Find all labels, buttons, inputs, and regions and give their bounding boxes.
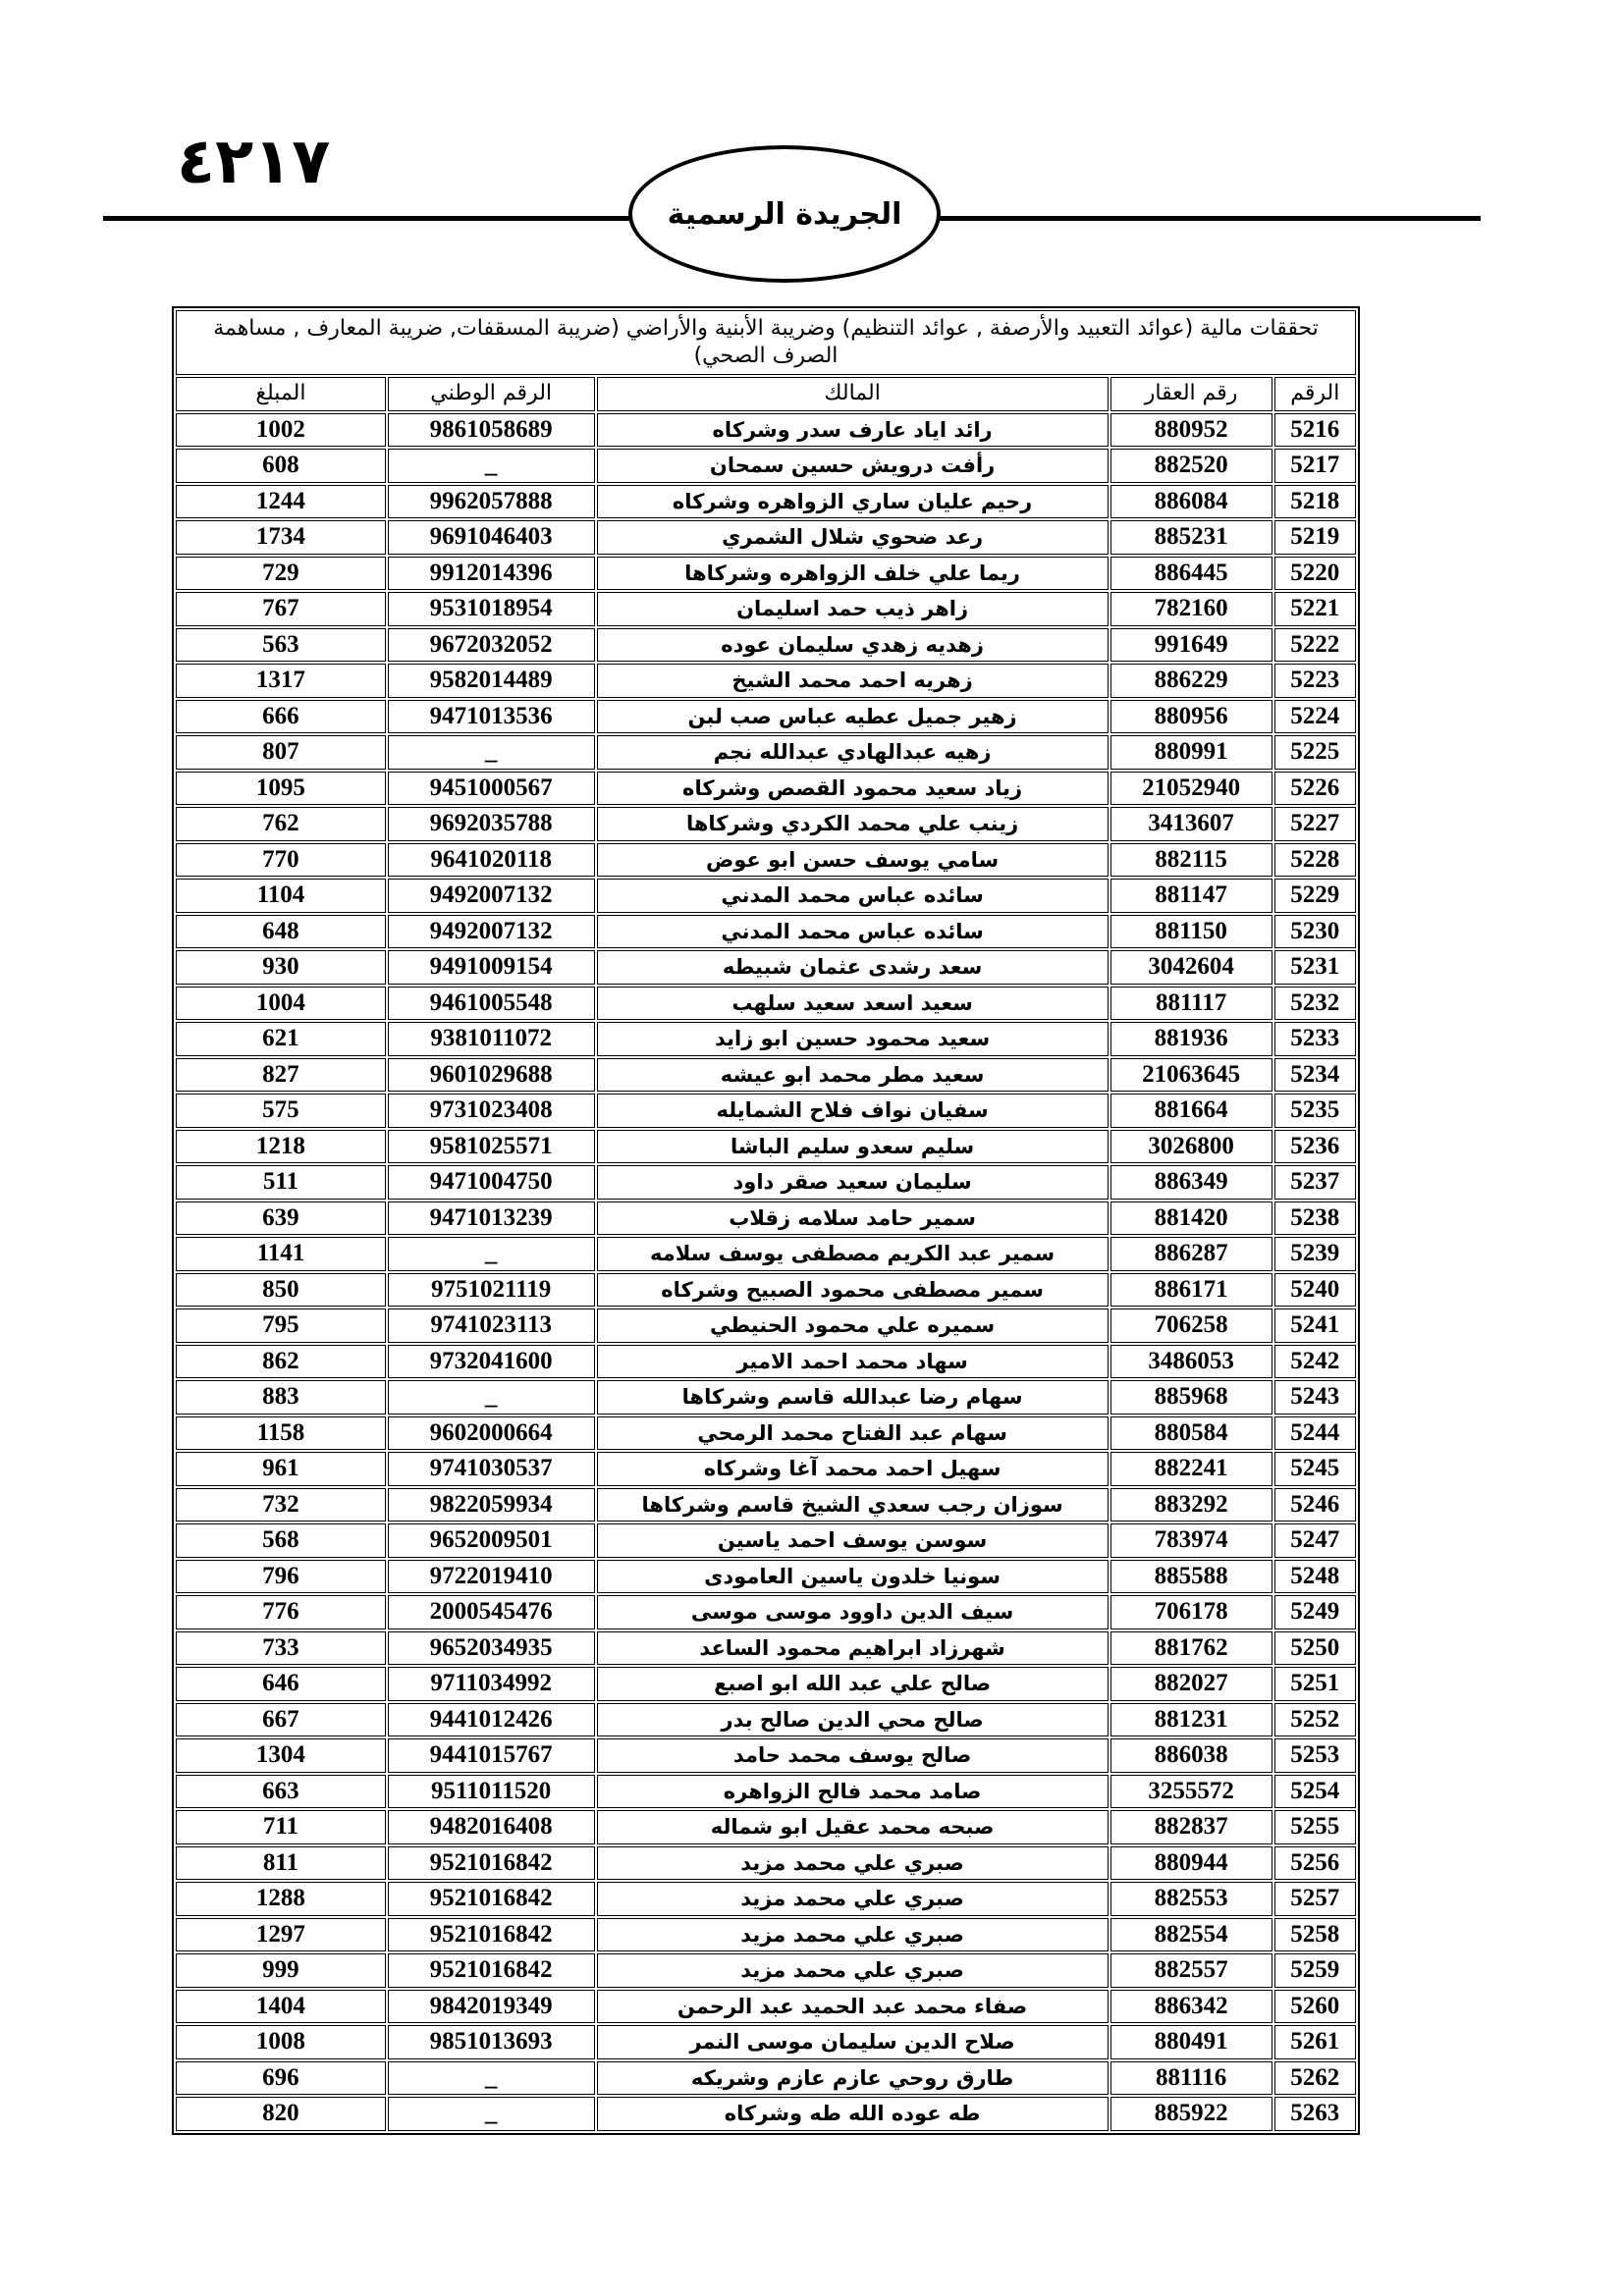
national-id: 9731023408 [388,1094,595,1128]
owner-name: صبري علي محمد مزيد [597,1953,1109,1988]
owner-name: رعد ضحوي شلال الشمري [597,520,1109,555]
owner-name: زهريه احمد محمد الشيخ [597,664,1109,698]
table-row [176,915,1356,949]
row-number: 5226 [1274,772,1356,806]
property-number: 880991 [1110,735,1272,770]
table-row [176,1523,1356,1558]
national-id: _ [388,2061,595,2096]
property-number: 3486053 [1110,1345,1272,1379]
owner-name: سوزان رجب سعدي الشيخ قاسم وشركاها [597,1488,1109,1522]
table-row [176,735,1356,770]
row-number: 5241 [1274,1308,1356,1343]
row-number: 5222 [1274,628,1356,663]
owner-name: سليمان سعيد صقر داود [597,1165,1109,1200]
property-number: 21052940 [1110,772,1272,806]
owner-name: صفاء محمد عبد الحميد عبد الرحمن [597,1990,1109,2024]
property-number: 881664 [1110,1094,1272,1128]
owner-name: رحيم عليان ساري الزواهره وشركاه [597,485,1109,519]
national-id: 9482016408 [388,1810,595,1844]
national-id: 9861058689 [388,413,595,448]
property-number: 706258 [1110,1308,1272,1343]
property-number: 880952 [1110,413,1272,448]
table-row [176,413,1356,448]
amount: 663 [176,1775,386,1809]
national-id: 9582014489 [388,664,595,698]
property-number: 882837 [1110,1810,1272,1844]
amount: 850 [176,1273,386,1308]
property-number: 881231 [1110,1703,1272,1737]
owner-name: سعيد محمود حسين ابو زايد [597,1022,1109,1056]
owner-name: صالح علي عبد الله ابو اصبع [597,1667,1109,1701]
row-number: 5236 [1274,1130,1356,1164]
property-number: 3255572 [1110,1775,1272,1809]
row-number: 5251 [1274,1667,1356,1701]
property-number: 886445 [1110,557,1272,591]
amount: 666 [176,700,386,734]
table-row [176,1058,1356,1093]
owner-name: سونيا خلدون ياسين العامودى [597,1560,1109,1594]
amount: 733 [176,1631,386,1666]
amount: 608 [176,449,386,483]
table-row [176,1990,1356,2024]
row-number: 5230 [1274,915,1356,949]
owner-name: سعد رشدى عثمان شبيطه [597,950,1109,985]
table-row [176,1345,1356,1379]
amount: 568 [176,1523,386,1558]
table-row [176,879,1356,913]
amount: 1304 [176,1738,386,1773]
row-number: 5259 [1274,1953,1356,1988]
property-number: 886287 [1110,1237,1272,1271]
property-number: 783974 [1110,1523,1272,1558]
table-row [176,1953,1356,1988]
table-row [176,987,1356,1021]
amount: 621 [176,1022,386,1056]
amount: 1404 [176,1990,386,2024]
row-number: 5217 [1274,449,1356,483]
national-id: 9441012426 [388,1703,595,1737]
owner-name: سهيل احمد محمد آغا وشركاه [597,1452,1109,1486]
owner-name: سوسن يوسف احمد ياسين [597,1523,1109,1558]
property-number: 3026800 [1110,1130,1272,1164]
amount: 1002 [176,413,386,448]
row-number: 5249 [1274,1595,1356,1629]
row-number: 5225 [1274,735,1356,770]
amount: 696 [176,2061,386,2096]
table-row [176,1488,1356,1522]
property-number: 882557 [1110,1953,1272,1988]
national-id: 9691046403 [388,520,595,555]
row-number: 5256 [1274,1846,1356,1881]
row-number: 5219 [1274,520,1356,555]
row-number: 5235 [1274,1094,1356,1128]
row-number: 5250 [1274,1631,1356,1666]
amount: 767 [176,592,386,626]
amount: 646 [176,1667,386,1701]
amount: 1218 [176,1130,386,1164]
national-id: 9491009154 [388,950,595,985]
table-row [176,520,1356,555]
row-number: 5223 [1274,664,1356,698]
property-number: 3413607 [1110,807,1272,841]
property-number: 882241 [1110,1452,1272,1486]
owner-name: زاهر ذيب حمد اسليمان [597,592,1109,626]
table-row [176,1416,1356,1451]
table-row [176,772,1356,806]
national-id: _ [388,1380,595,1415]
national-id: 9842019349 [388,1990,595,2024]
table-row [176,807,1356,841]
table-row [176,1452,1356,1486]
national-id: 9471004750 [388,1165,595,1200]
property-number: 880944 [1110,1846,1272,1881]
table-row [176,1308,1356,1343]
row-number: 5231 [1274,950,1356,985]
row-number: 5262 [1274,2061,1356,2096]
table-row [176,1273,1356,1308]
national-id: _ [388,735,595,770]
national-id: _ [388,2097,595,2131]
amount: 1297 [176,1918,386,1952]
owner-name: زهير جميل عطيه عباس صب لبن [597,700,1109,734]
amount: 862 [176,1345,386,1379]
property-number: 886342 [1110,1990,1272,2024]
row-number: 5237 [1274,1165,1356,1200]
national-id: 9601029688 [388,1058,595,1093]
owner-name: زهيه عبدالهادي عبدالله نجم [597,735,1109,770]
amount: 762 [176,807,386,841]
row-number: 5238 [1274,1201,1356,1236]
amount: 930 [176,950,386,985]
national-id: 9492007132 [388,915,595,949]
table-row [176,2025,1356,2059]
table-row [176,628,1356,663]
row-number: 5258 [1274,1918,1356,1952]
owner-name: صبري علي محمد مزيد [597,1918,1109,1952]
property-number: 882553 [1110,1882,1272,1916]
owner-name: صبحه محمد عقيل ابو شماله [597,1810,1109,1844]
table-row [176,1846,1356,1881]
property-number: 885922 [1110,2097,1272,2131]
owner-name: صالح يوسف محمد حامد [597,1738,1109,1773]
row-number: 5232 [1274,987,1356,1021]
amount: 729 [176,557,386,591]
table-row [176,1165,1356,1200]
row-number: 5234 [1274,1058,1356,1093]
table-header-row [176,377,1356,411]
property-number: 882115 [1110,843,1272,878]
owner-name: سامي يوسف حسن ابو عوض [597,843,1109,878]
national-id: 9381011072 [388,1022,595,1056]
national-id: 9521016842 [388,1846,595,1881]
owner-name: زينب علي محمد الكردي وشركاها [597,807,1109,841]
national-id: _ [388,1237,595,1271]
row-number: 5218 [1274,485,1356,519]
row-number: 5229 [1274,879,1356,913]
amount: 511 [176,1165,386,1200]
owner-name: زياد سعيد محمود القصص وشركاه [597,772,1109,806]
national-id: 9652009501 [388,1523,595,1558]
amount: 711 [176,1810,386,1844]
row-number: 5260 [1274,1990,1356,2024]
owner-name: سمير مصطفى محمود الصبيح وشركاه [597,1273,1109,1308]
row-number: 5245 [1274,1452,1356,1486]
national-id: 9851013693 [388,2025,595,2059]
owner-name: ريما علي خلف الزواهره وشركاها [597,557,1109,591]
national-id: 9461005548 [388,987,595,1021]
table-row [176,557,1356,591]
table-row [176,1022,1356,1056]
property-number: 706178 [1110,1595,1272,1629]
row-number: 5257 [1274,1882,1356,1916]
amount: 883 [176,1380,386,1415]
row-number: 5233 [1274,1022,1356,1056]
row-number: 5220 [1274,557,1356,591]
table-row [176,1882,1356,1916]
amount: 1317 [176,664,386,698]
amount: 1141 [176,1237,386,1271]
owner-name: سميره علي محمود الحنيطي [597,1308,1109,1343]
owner-name: سعيد مطر محمد ابو عيشه [597,1058,1109,1093]
national-id: 9641020118 [388,843,595,878]
amount: 1095 [176,772,386,806]
property-number: 886171 [1110,1273,1272,1308]
table-row [176,1237,1356,1271]
table-row [176,2061,1356,2096]
owner-name: سليم سعدو سليم الباشا [597,1130,1109,1164]
national-id: 9962057888 [388,485,595,519]
property-number: 886084 [1110,485,1272,519]
amount: 820 [176,2097,386,2131]
national-id: 9711034992 [388,1667,595,1701]
property-number: 882554 [1110,1918,1272,1952]
amount: 1004 [176,987,386,1021]
table-row [176,1775,1356,1809]
owner-name: سائده عباس محمد المدني [597,915,1109,949]
table-title: تحققات مالية (عوائد التعبيد والأرصفة , عوائد التنظيم) وضريبة الأبنية والأراضي (ضريبة المسقفات, ضريبة المعارف , مساهمة الصرف الصحي) [176,310,1356,375]
national-id: 9441015767 [388,1738,595,1773]
amount: 1008 [176,2025,386,2059]
table-row [176,449,1356,483]
table-row [176,664,1356,698]
financial-dues-table [172,306,1360,2135]
amount: 811 [176,1846,386,1881]
amount: 827 [176,1058,386,1093]
national-id: 9741030537 [388,1452,595,1486]
property-number: 885968 [1110,1380,1272,1415]
owner-name: سفيان نواف فلاح الشمايله [597,1094,1109,1128]
national-id: 9581025571 [388,1130,595,1164]
row-number: 5228 [1274,843,1356,878]
national-id: 9521016842 [388,1918,595,1952]
property-number: 881150 [1110,915,1272,949]
property-number: 881420 [1110,1201,1272,1236]
amount: 961 [176,1452,386,1486]
col-header-amount: المبلغ [176,377,386,411]
property-number: 885231 [1110,520,1272,555]
page-number: ٤٢١٧ [177,126,331,198]
amount: 1288 [176,1882,386,1916]
amount: 807 [176,735,386,770]
row-number: 5253 [1274,1738,1356,1773]
property-number: 882027 [1110,1667,1272,1701]
national-id: 9492007132 [388,879,595,913]
property-number: 991649 [1110,628,1272,663]
national-id: 9471013536 [388,700,595,734]
table-row [176,1631,1356,1666]
national-id: 9822059934 [388,1488,595,1522]
owner-name: طارق روحي عازم عازم وشريكه [597,2061,1109,2096]
row-number: 5247 [1274,1523,1356,1558]
table-row [176,592,1356,626]
col-header-number: الرقم [1274,377,1356,411]
property-number: 885588 [1110,1560,1272,1594]
national-id: 9741023113 [388,1308,595,1343]
property-number: 880491 [1110,2025,1272,2059]
table-row [176,1380,1356,1415]
owner-name: سمير عبد الكريم مصطفى يوسف سلامه [597,1237,1109,1271]
table-row [176,843,1356,878]
owner-name: سهاد محمد احمد الامير [597,1345,1109,1379]
amount: 732 [176,1488,386,1522]
owner-name: شهرزاد ابراهيم محمود الساعد [597,1631,1109,1666]
table-row [176,700,1356,734]
owner-name: صالح محي الدين صالح بدر [597,1703,1109,1737]
amount: 563 [176,628,386,663]
owner-name: صبري علي محمد مزيد [597,1882,1109,1916]
row-number: 5246 [1274,1488,1356,1522]
property-number: 881762 [1110,1631,1272,1666]
owner-name: صامد محمد فالح الزواهره [597,1775,1109,1809]
row-number: 5243 [1274,1380,1356,1415]
owner-name: سيف الدين داوود موسى موسى [597,1595,1109,1629]
amount: 1244 [176,485,386,519]
property-number: 881117 [1110,987,1272,1021]
owner-name: رائد اياد عارف سدر وشركاه [597,413,1109,448]
owner-name: زهديه زهدي سليمان عوده [597,628,1109,663]
amount: 796 [176,1560,386,1594]
national-id: 9531018954 [388,592,595,626]
property-number: 782160 [1110,592,1272,626]
property-number: 881147 [1110,879,1272,913]
owner-name: صبري علي محمد مزيد [597,1846,1109,1881]
table-row [176,1130,1356,1164]
row-number: 5216 [1274,413,1356,448]
national-id: 9521016842 [388,1953,595,1988]
table-row [176,1094,1356,1128]
table-row [176,1810,1356,1844]
national-id: 9722019410 [388,1560,595,1594]
row-number: 5261 [1274,2025,1356,2059]
owner-name: سهام عبد الفتاح محمد الرمحي [597,1416,1109,1451]
table-row [176,1560,1356,1594]
owner-name: سائده عباس محمد المدني [597,879,1109,913]
amount: 1158 [176,1416,386,1451]
owner-name: رأفت درويش حسين سمحان [597,449,1109,483]
amount: 999 [176,1953,386,1988]
amount: 648 [176,915,386,949]
amount: 776 [176,1595,386,1629]
table-row [176,1738,1356,1773]
national-id: 9511011520 [388,1775,595,1809]
property-number: 880584 [1110,1416,1272,1451]
amount: 1734 [176,520,386,555]
row-number: 5227 [1274,807,1356,841]
national-id: 9451000567 [388,772,595,806]
property-number: 881116 [1110,2061,1272,2096]
property-number: 886038 [1110,1738,1272,1773]
property-number: 21063645 [1110,1058,1272,1093]
property-number: 883292 [1110,1488,1272,1522]
row-number: 5239 [1274,1237,1356,1271]
row-number: 5240 [1274,1273,1356,1308]
amount: 667 [176,1703,386,1737]
property-number: 882520 [1110,449,1272,483]
table-row [176,1595,1356,1629]
amount: 1104 [176,879,386,913]
row-number: 5221 [1274,592,1356,626]
amount: 639 [176,1201,386,1236]
col-header-property-number: رقم العقار [1110,377,1272,411]
owner-name: سهام رضا عبدالله قاسم وشركاها [597,1380,1109,1415]
owner-name: سمير حامد سلامه زقلاب [597,1201,1109,1236]
table-row [176,1918,1356,1952]
table-row [176,1201,1356,1236]
row-number: 5254 [1274,1775,1356,1809]
row-number: 5244 [1274,1416,1356,1451]
col-header-owner: المالك [597,377,1109,411]
national-id: _ [388,449,595,483]
national-id: 9602000664 [388,1416,595,1451]
amount: 795 [176,1308,386,1343]
publication-title-oval [628,145,941,283]
table-row [176,485,1356,519]
owner-name: طه عوده الله طه وشركاه [597,2097,1109,2131]
col-header-national-id: الرقم الوطني [388,377,595,411]
national-id: 9672032052 [388,628,595,663]
national-id: 9471013239 [388,1201,595,1236]
property-number: 881936 [1110,1022,1272,1056]
national-id: 9652034935 [388,1631,595,1666]
row-number: 5224 [1274,700,1356,734]
amount: 575 [176,1094,386,1128]
national-id: 9912014396 [388,557,595,591]
row-number: 5248 [1274,1560,1356,1594]
national-id: 9732041600 [388,1345,595,1379]
table-row [176,2097,1356,2131]
owner-name: صلاح الدين سليمان موسى النمر [597,2025,1109,2059]
row-number: 5255 [1274,1810,1356,1844]
national-id: 9521016842 [388,1882,595,1916]
property-number: 886229 [1110,664,1272,698]
property-number: 3042604 [1110,950,1272,985]
table-row [176,950,1356,985]
national-id: 9692035788 [388,807,595,841]
amount: 770 [176,843,386,878]
publication-title: الجريدة الرسمية [667,196,902,232]
row-number: 5263 [1274,2097,1356,2131]
row-number: 5242 [1274,1345,1356,1379]
national-id: 9751021119 [388,1273,595,1308]
property-number: 886349 [1110,1165,1272,1200]
table-row [176,1703,1356,1737]
owner-name: سعيد اسعد سعيد سلهب [597,987,1109,1021]
national-id: 2000545476 [388,1595,595,1629]
property-number: 880956 [1110,700,1272,734]
table-row [176,1667,1356,1701]
row-number: 5252 [1274,1703,1356,1737]
